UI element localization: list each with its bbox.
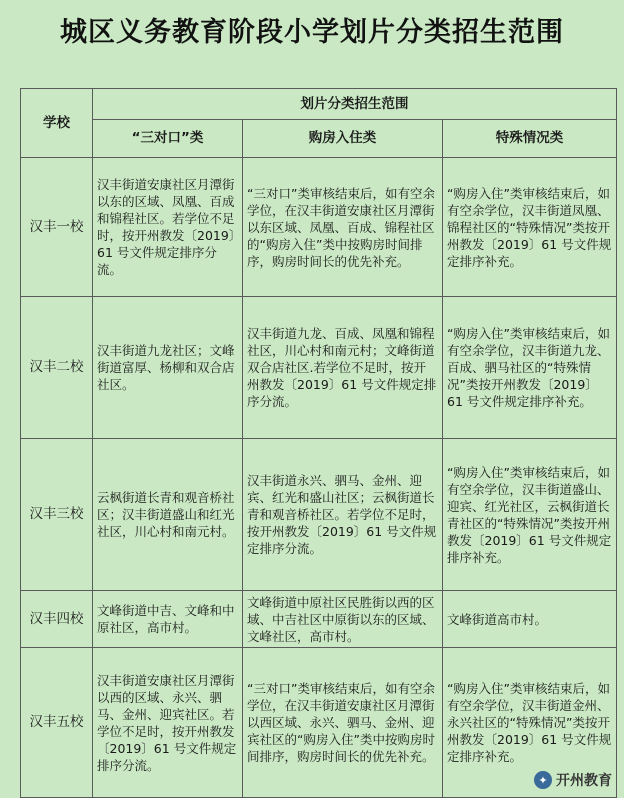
header-col-1: “三对口”类 bbox=[93, 120, 243, 158]
page-title: 城区义务教育阶段小学划片分类招生范围 bbox=[60, 17, 564, 48]
header-col-2: 购房入住类 bbox=[243, 120, 443, 158]
table-row bbox=[21, 591, 617, 648]
cell-col-3: 文峰街道高市村。 bbox=[443, 591, 617, 648]
table-row bbox=[21, 297, 617, 439]
table-row bbox=[21, 158, 617, 297]
cell-col-2: “三对口”类审核结束后，如有空余学位，在汉丰街道安康社区月潭街以东区域、凤凰、百成、锦程社区的“购房入住”类中按购房时间排序，购房时间长的优先补充。 bbox=[243, 158, 443, 297]
cell-col-2: 汉丰街道永兴、驷马、金州、迎宾、红光和盛山社区；云枫街道长青和观音桥社区。若学位不足时，按开州教发〔2019〕61 号文件规定排序分流。 bbox=[243, 439, 443, 591]
school-name: 汉丰二校 bbox=[21, 297, 93, 439]
school-name: 汉丰一校 bbox=[21, 158, 93, 297]
school-name: 汉丰四校 bbox=[21, 591, 93, 648]
table-row bbox=[21, 439, 617, 591]
cell-col-1: 文峰街道中吉、文峰和中原社区，高市村。 bbox=[93, 591, 243, 648]
table-row bbox=[21, 648, 617, 798]
cell-col-1: 汉丰街道九龙社区；文峰街道富厚、杨柳和双合店社区。 bbox=[93, 297, 243, 439]
cell-col-2: “三对口”类审核结束后，如有空余学位，在汉丰街道安康社区月潭街以西区域、永兴、驷马、金州、迎宾社区的“购房入住”类中按购房时间排序，购房时间长的优先补充。 bbox=[243, 648, 443, 798]
cell-col-3: “购房入住”类审核结束后，如有空余学位，汉丰街道九龙、百成、驷马社区的“特殊情况”类按开州教发〔2019〕61 号文件规定排序补充。 bbox=[443, 297, 617, 439]
school-name: 汉丰五校 bbox=[21, 648, 93, 798]
wechat-official-account-icon: ✦ bbox=[534, 771, 552, 789]
header-group: 划片分类招生范围 bbox=[93, 89, 617, 120]
header-col-3: 特殊情况类 bbox=[443, 120, 617, 158]
cell-col-3: “购房入住”类审核结束后，如有空余学位，汉丰街道盛山、迎宾、红光社区，云枫街道长青社区的“特殊情况”类按开州教发〔2019〕61 号文件规定排序补充。 bbox=[443, 439, 617, 591]
cell-col-2: 文峰街道中原社区民胜街以西的区域、中吉社区中原街以东的区域、文峰社区，高市村。 bbox=[243, 591, 443, 648]
watermark-text: 开州教育 bbox=[556, 773, 612, 789]
cell-col-2: 汉丰街道九龙、百成、凤凰和锦程社区，川心村和南元村；文峰街道双合店社区.若学位不足时，按开州教发〔2019〕61 号文件规定排序分流。 bbox=[243, 297, 443, 439]
cell-col-1: 云枫街道长青和观音桥社区；汉丰街道盛山和红光社区，川心村和南元村。 bbox=[93, 439, 243, 591]
cell-col-1: 汉丰街道安康社区月潭街以东的区域、凤凰、百成和锦程社区。若学位不足时，按开州教发〔2019〕61 号文件规定排序分流。 bbox=[93, 158, 243, 297]
school-name: 汉丰三校 bbox=[21, 439, 93, 591]
cell-col-1: 汉丰街道安康社区月潭街以西的区域、永兴、驷马、金州、迎宾社区。若学位不足时，按开州教发〔2019〕61 号文件规定排序分流。 bbox=[93, 648, 243, 798]
cell-col-3: “购房入住”类审核结束后，如有空余学位，汉丰街道金州、永兴社区的“特殊情况”类按开州教发〔2019〕61 号文件规定排序补充。 bbox=[443, 648, 617, 798]
watermark bbox=[534, 770, 612, 790]
header-school: 学校 bbox=[21, 89, 93, 158]
enrollment-table bbox=[20, 88, 617, 798]
cell-col-3: “购房入住”类审核结束后，如有空余学位，汉丰街道凤凰、锦程社区的“特殊情况”类按开州教发〔2019〕61 号文件规定排序补充。 bbox=[443, 158, 617, 297]
